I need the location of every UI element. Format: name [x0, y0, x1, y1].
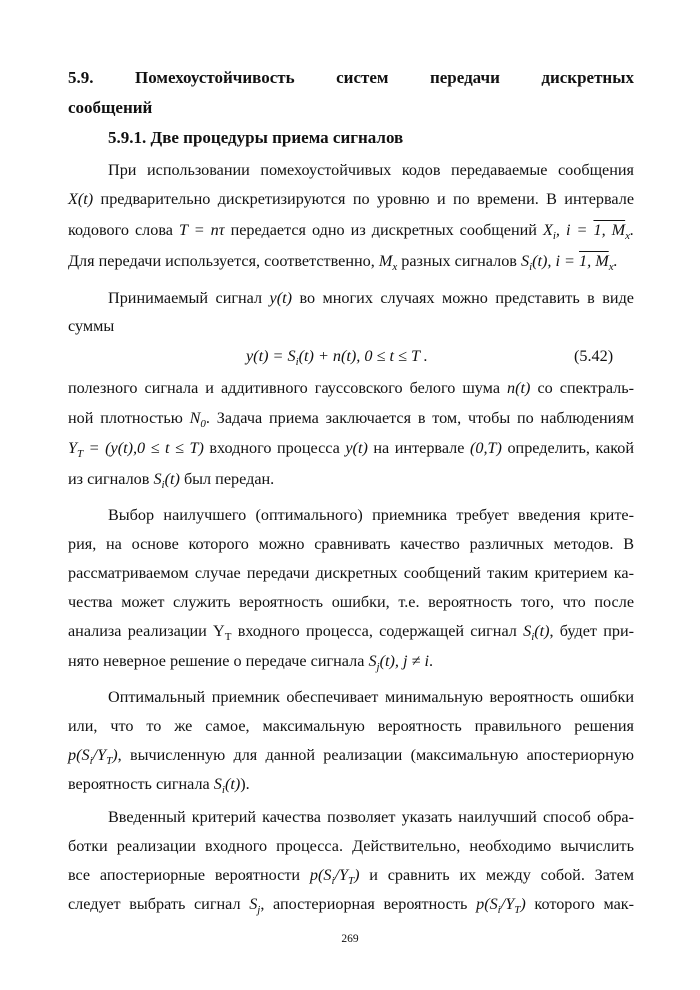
p6-line4: следует выбрать сигнал $S_j$, апостериорная вероятность $p(S_i/Y_T)$ которого мак- — [68, 895, 635, 916]
p6-line1: Введенный критерий качества позволяет указать наилучший способ обра- — [108, 808, 634, 826]
p1-line1: При использовании помехоустойчивых кодов передаваемые сообщения — [108, 161, 634, 179]
p4-line2: рия, на основе которого можно сравнивать качество различных методов. В — [68, 535, 634, 553]
p3-line2: ной плотностью $N_0$. Задача приема заключается в том, чтобы по наблюдениям — [68, 409, 635, 430]
section-number: 5.9. — [68, 68, 94, 87]
p3-line1: полезного сигнала и аддитивного гауссовского белого шума n(t) со спектраль- — [68, 379, 635, 397]
p1-line2: X(t) предварительно дискретизируются по уровню и по времени. В интервале — [68, 190, 634, 208]
subsection-title: 5.9.1. Две процедуры приема сигналов — [108, 128, 404, 147]
p4-line1: Выбор наилучшего (оптимального) приемника требует введения крите- — [108, 506, 634, 524]
p6-line2: ботки реализации входного процесса. Действительно, необходимо вычислить — [68, 837, 634, 855]
p2-line2: суммы — [68, 317, 115, 335]
p4-line3: рассматриваемом случае передачи дискретных сообщений таким критерием ка- — [68, 564, 634, 582]
p4-line4: чества может служить вероятность ошибки, т.е. вероятность того, что после — [68, 593, 634, 611]
p6-line3: все апостериорные вероятности $p(S_i/Y_T)$ и сравнить их между собой. Затем — [68, 866, 635, 887]
p4-line6: нято неверное решение о передаче сигнала $S_j(t)$, j ≠ i. — [68, 652, 434, 673]
p2-line1: Принимаемый сигнал y(t) во многих случаях можно представить в виде — [108, 289, 634, 307]
p3-line3: $Y_T = (y(t),0 \le t \le T)$ входного процесса y(t) на интервале (0,T) определить, какой — [68, 439, 635, 460]
p5-line4: вероятность сигнала $S_i(t)$). — [68, 775, 250, 796]
p1-line3: кодового слова T = nτ передается одно из дискретных сообщений $X_i$, i = 1, $M_x$. — [68, 221, 635, 242]
p5-line2: или, что то же самое, максимальную вероятность правильного решения — [68, 717, 634, 735]
p5-line3: $p(S_i/Y_T)$, вычисленную для данной реализации (максимальную апостериорную — [68, 746, 634, 767]
section-title-line2: сообщений — [68, 98, 153, 117]
p3-line4: из сигналов $S_i(t)$ был передан. — [68, 470, 275, 491]
page-number: 269 — [341, 933, 359, 945]
p1-line4: Для передачи используется, соответственно, $M_x$ разных сигналов $S_i(t)$, i = 1, $M_x$. — [68, 252, 618, 273]
p4-line5: анализа реализации $Y_T$ входного процесса, содержащей сигнал $S_i(t)$, будет при- — [68, 622, 635, 643]
equation-number: (5.42) — [574, 347, 614, 365]
section-title-line1: 5.9. Помехоустойчивость систем передачи дискретных — [68, 68, 634, 87]
equation-5-42: $y(t) = S_i(t) + n(t)$, 0 ≤ t ≤ T . — [246, 347, 428, 368]
p5-line1: Оптимальный приемник обеспечивает минимальную вероятность ошибки — [108, 688, 634, 706]
